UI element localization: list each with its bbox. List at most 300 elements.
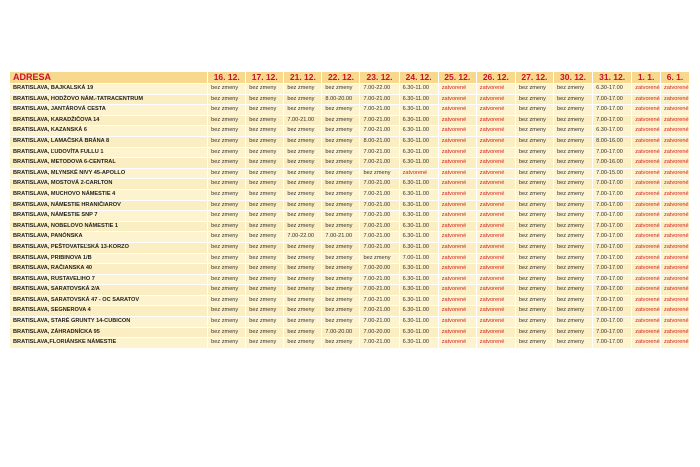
- hours-cell: bez zmeny: [284, 136, 322, 147]
- hours-cell: bez zmeny: [208, 168, 246, 179]
- hours-cell: bez zmeny: [208, 84, 246, 95]
- hours-cell: zatvorené: [661, 200, 690, 211]
- hours-cell: bez zmeny: [246, 285, 284, 296]
- hours-cell: zatvorené: [632, 126, 661, 137]
- date-column-header: 17. 12.: [246, 72, 284, 84]
- hours-cell: bez zmeny: [284, 147, 322, 158]
- hours-cell: zatvorené: [438, 264, 476, 275]
- hours-cell: bez zmeny: [515, 158, 553, 169]
- hours-cell: 7.00-17.00: [593, 285, 632, 296]
- address-cell: BRATISLAVA, MUCHOVO NÁMESTIE 4: [10, 189, 208, 200]
- address-cell: BRATISLAVA, SARATOVSKÁ 47 - OC SARATOV: [10, 295, 208, 306]
- hours-cell: zatvorené: [476, 105, 515, 116]
- address-cell: BRATISLAVA,FLORIÁNSKE NÁMESTIE: [10, 338, 208, 349]
- hours-cell: bez zmeny: [553, 306, 592, 317]
- hours-cell: 6.30-11.00: [399, 232, 438, 243]
- hours-cell: bez zmeny: [284, 168, 322, 179]
- hours-cell: bez zmeny: [515, 200, 553, 211]
- hours-cell: 6.30-11.00: [399, 158, 438, 169]
- hours-cell: zatvorené: [661, 189, 690, 200]
- hours-cell: bez zmeny: [246, 295, 284, 306]
- hours-cell: 6.30-17.00: [593, 126, 632, 137]
- hours-cell: bez zmeny: [284, 158, 322, 169]
- hours-cell: bez zmeny: [246, 253, 284, 264]
- hours-cell: 7.00-17.00: [593, 338, 632, 349]
- hours-cell: zatvorené: [476, 189, 515, 200]
- hours-cell: zatvorené: [476, 115, 515, 126]
- hours-cell: bez zmeny: [322, 84, 360, 95]
- hours-cell: zatvorené: [438, 200, 476, 211]
- hours-cell: zatvorené: [476, 242, 515, 253]
- hours-cell: 7.00-21.00: [360, 221, 399, 232]
- hours-cell: bez zmeny: [246, 274, 284, 285]
- hours-cell: bez zmeny: [322, 242, 360, 253]
- hours-cell: 7.00-17.00: [593, 200, 632, 211]
- hours-cell: bez zmeny: [553, 242, 592, 253]
- hours-cell: bez zmeny: [284, 242, 322, 253]
- hours-cell: bez zmeny: [246, 115, 284, 126]
- hours-cell: 7.00-17.00: [593, 94, 632, 105]
- hours-cell: 6.30-11.00: [399, 189, 438, 200]
- hours-cell: bez zmeny: [553, 126, 592, 137]
- hours-cell: 7.00-21.00: [360, 295, 399, 306]
- hours-cell: bez zmeny: [515, 295, 553, 306]
- hours-cell: bez zmeny: [553, 221, 592, 232]
- hours-cell: bez zmeny: [322, 115, 360, 126]
- address-cell: BRATISLAVA, SARATOVSKÁ 2/A: [10, 285, 208, 296]
- hours-cell: bez zmeny: [284, 94, 322, 105]
- hours-cell: bez zmeny: [208, 242, 246, 253]
- hours-cell: bez zmeny: [515, 338, 553, 349]
- hours-cell: 7.00-20.00: [360, 327, 399, 338]
- hours-cell: bez zmeny: [322, 221, 360, 232]
- hours-cell: bez zmeny: [208, 285, 246, 296]
- hours-cell: bez zmeny: [515, 274, 553, 285]
- hours-cell: 7.00-21.00: [360, 105, 399, 116]
- hours-cell: bez zmeny: [208, 232, 246, 243]
- hours-cell: 7.00-17.00: [593, 211, 632, 222]
- address-cell: BRATISLAVA, PEŠTOVATEĽSKÁ 13-KORZO: [10, 242, 208, 253]
- hours-cell: 7.00-21.00: [360, 317, 399, 328]
- hours-cell: zatvorené: [661, 211, 690, 222]
- hours-cell: bez zmeny: [515, 264, 553, 275]
- hours-cell: bez zmeny: [360, 253, 399, 264]
- hours-cell: 6.30-11.00: [399, 242, 438, 253]
- hours-cell: bez zmeny: [553, 179, 592, 190]
- address-cell: BRATISLAVA, JANTÁROVÁ CESTA: [10, 105, 208, 116]
- hours-cell: bez zmeny: [208, 327, 246, 338]
- address-cell: BRATISLAVA, NÁMESTIE SNP 7: [10, 211, 208, 222]
- table-row: [10, 338, 690, 349]
- hours-cell: bez zmeny: [322, 158, 360, 169]
- table-row: [10, 105, 690, 116]
- hours-cell: bez zmeny: [208, 253, 246, 264]
- address-cell: BRATISLAVA, SEGNEROVA 4: [10, 306, 208, 317]
- hours-cell: zatvorené: [476, 136, 515, 147]
- table-row: [10, 200, 690, 211]
- opening-hours-table: [10, 72, 690, 349]
- hours-cell: zatvorené: [661, 105, 690, 116]
- table-row: [10, 94, 690, 105]
- hours-cell: zatvorené: [476, 338, 515, 349]
- table-row: [10, 115, 690, 126]
- hours-cell: bez zmeny: [246, 105, 284, 116]
- hours-cell: zatvorené: [476, 327, 515, 338]
- hours-cell: bez zmeny: [515, 232, 553, 243]
- hours-cell: zatvorené: [632, 338, 661, 349]
- hours-cell: 7.00-17.00: [593, 295, 632, 306]
- address-cell: BRATISLAVA, PANÓNSKA: [10, 232, 208, 243]
- hours-cell: 7.00-21.00: [360, 232, 399, 243]
- hours-cell: bez zmeny: [515, 126, 553, 137]
- hours-cell: zatvorené: [438, 136, 476, 147]
- hours-cell: bez zmeny: [246, 200, 284, 211]
- hours-cell: zatvorené: [476, 179, 515, 190]
- hours-cell: bez zmeny: [553, 327, 592, 338]
- hours-cell: bez zmeny: [553, 147, 592, 158]
- hours-cell: bez zmeny: [208, 264, 246, 275]
- hours-cell: bez zmeny: [322, 126, 360, 137]
- hours-cell: bez zmeny: [284, 126, 322, 137]
- hours-cell: 6.30-17.00: [593, 84, 632, 95]
- table-row: [10, 274, 690, 285]
- address-cell: BRATISLAVA, STARÉ GRUNTY 14-CUBICON: [10, 317, 208, 328]
- hours-cell: zatvorené: [438, 94, 476, 105]
- hours-cell: zatvorené: [438, 105, 476, 116]
- hours-cell: 6.30-11.00: [399, 274, 438, 285]
- hours-cell: bez zmeny: [515, 306, 553, 317]
- hours-cell: zatvorené: [632, 115, 661, 126]
- hours-cell: bez zmeny: [553, 338, 592, 349]
- address-cell: BRATISLAVA, METODOVA 6-CENTRAL: [10, 158, 208, 169]
- hours-cell: zatvorené: [661, 136, 690, 147]
- date-column-header: 1. 1.: [632, 72, 661, 84]
- hours-cell: 7.00-17.00: [593, 242, 632, 253]
- hours-cell: zatvorené: [632, 264, 661, 275]
- table-row: [10, 232, 690, 243]
- hours-cell: bez zmeny: [322, 306, 360, 317]
- table-row: [10, 242, 690, 253]
- hours-cell: bez zmeny: [553, 94, 592, 105]
- table-header: [10, 72, 690, 84]
- hours-cell: zatvorené: [438, 338, 476, 349]
- date-column-header: 21. 12.: [284, 72, 322, 84]
- hours-cell: bez zmeny: [208, 158, 246, 169]
- hours-cell: bez zmeny: [322, 189, 360, 200]
- hours-cell: bez zmeny: [515, 84, 553, 95]
- date-column-header: 16. 12.: [208, 72, 246, 84]
- hours-cell: bez zmeny: [553, 168, 592, 179]
- address-cell: BRATISLAVA, BAJKALSKÁ 19: [10, 84, 208, 95]
- hours-cell: bez zmeny: [284, 285, 322, 296]
- hours-cell: zatvorené: [661, 317, 690, 328]
- table-row: [10, 179, 690, 190]
- hours-cell: 7.00-21.00: [360, 179, 399, 190]
- hours-cell: 6.30-11.00: [399, 327, 438, 338]
- hours-cell: 7.00-21.00: [360, 115, 399, 126]
- hours-cell: zatvorené: [476, 264, 515, 275]
- table-row: [10, 221, 690, 232]
- header-row: [10, 72, 690, 84]
- hours-cell: zatvorené: [438, 179, 476, 190]
- address-cell: BRATISLAVA, ZÁHRADNÍCKA 95: [10, 327, 208, 338]
- hours-cell: zatvorené: [661, 115, 690, 126]
- date-column-header: 25. 12.: [438, 72, 476, 84]
- hours-cell: zatvorené: [661, 338, 690, 349]
- hours-cell: bez zmeny: [246, 84, 284, 95]
- hours-cell: bez zmeny: [208, 306, 246, 317]
- hours-cell: zatvorené: [661, 126, 690, 137]
- hours-cell: bez zmeny: [322, 105, 360, 116]
- table-row: [10, 327, 690, 338]
- hours-cell: bez zmeny: [322, 253, 360, 264]
- hours-cell: 8.00-16.00: [593, 136, 632, 147]
- date-column-header: 22. 12.: [322, 72, 360, 84]
- hours-cell: bez zmeny: [322, 200, 360, 211]
- hours-cell: bez zmeny: [284, 338, 322, 349]
- date-column-header: 23. 12.: [360, 72, 399, 84]
- hours-cell: zatvorené: [661, 295, 690, 306]
- table-row: [10, 147, 690, 158]
- hours-cell: zatvorené: [661, 264, 690, 275]
- hours-cell: zatvorené: [476, 211, 515, 222]
- hours-cell: zatvorené: [438, 232, 476, 243]
- table-row: [10, 158, 690, 169]
- hours-cell: 7.00-21.00: [360, 200, 399, 211]
- hours-cell: bez zmeny: [208, 189, 246, 200]
- hours-cell: zatvorené: [661, 327, 690, 338]
- table-row: [10, 126, 690, 137]
- hours-cell: 7.00-21.00: [360, 338, 399, 349]
- hours-cell: 7.00-21.00: [360, 285, 399, 296]
- hours-cell: 7.00-17.00: [593, 253, 632, 264]
- hours-cell: 7.00-21.00: [360, 126, 399, 137]
- hours-cell: zatvorené: [661, 232, 690, 243]
- hours-cell: bez zmeny: [284, 105, 322, 116]
- hours-cell: zatvorené: [399, 168, 438, 179]
- hours-cell: 7.00-21.00: [360, 211, 399, 222]
- table-body: [10, 84, 690, 349]
- table-row: [10, 211, 690, 222]
- hours-cell: bez zmeny: [553, 158, 592, 169]
- hours-cell: zatvorené: [438, 84, 476, 95]
- hours-cell: zatvorené: [632, 327, 661, 338]
- table-row: [10, 306, 690, 317]
- hours-cell: zatvorené: [632, 232, 661, 243]
- hours-cell: 7.00-17.00: [593, 221, 632, 232]
- hours-cell: bez zmeny: [322, 211, 360, 222]
- hours-cell: 6.30-11.00: [399, 295, 438, 306]
- hours-cell: bez zmeny: [515, 327, 553, 338]
- hours-cell: zatvorené: [632, 168, 661, 179]
- hours-cell: zatvorené: [632, 295, 661, 306]
- hours-cell: 7.00-17.00: [593, 306, 632, 317]
- hours-cell: bez zmeny: [553, 317, 592, 328]
- table-row: [10, 295, 690, 306]
- hours-cell: zatvorené: [632, 94, 661, 105]
- hours-cell: zatvorené: [632, 158, 661, 169]
- hours-cell: zatvorené: [661, 285, 690, 296]
- hours-cell: bez zmeny: [515, 285, 553, 296]
- hours-cell: zatvorené: [661, 179, 690, 190]
- hours-cell: 7.00-17.00: [593, 105, 632, 116]
- hours-cell: bez zmeny: [246, 158, 284, 169]
- hours-cell: bez zmeny: [208, 274, 246, 285]
- hours-cell: 8.00-21.00: [360, 136, 399, 147]
- hours-cell: zatvorené: [476, 285, 515, 296]
- hours-cell: bez zmeny: [284, 274, 322, 285]
- hours-cell: zatvorené: [476, 232, 515, 243]
- date-column-header: 6. 1.: [661, 72, 690, 84]
- hours-cell: bez zmeny: [515, 147, 553, 158]
- hours-cell: 7.00-16.00: [593, 158, 632, 169]
- hours-cell: bez zmeny: [246, 232, 284, 243]
- hours-cell: bez zmeny: [246, 189, 284, 200]
- hours-cell: 7.00-21.00: [322, 232, 360, 243]
- hours-cell: zatvorené: [438, 317, 476, 328]
- hours-cell: bez zmeny: [284, 179, 322, 190]
- hours-cell: bez zmeny: [208, 147, 246, 158]
- address-cell: BRATISLAVA, NÁMESTIE HRANIČIAROV: [10, 200, 208, 211]
- hours-cell: bez zmeny: [246, 136, 284, 147]
- hours-cell: bez zmeny: [515, 136, 553, 147]
- hours-cell: bez zmeny: [246, 94, 284, 105]
- address-cell: BRATISLAVA, MOSTOVÁ 2-CARLTON: [10, 179, 208, 190]
- hours-cell: 7.00-21.00: [360, 158, 399, 169]
- hours-cell: bez zmeny: [515, 115, 553, 126]
- hours-cell: zatvorené: [661, 147, 690, 158]
- hours-cell: 7.00-17.00: [593, 327, 632, 338]
- hours-cell: bez zmeny: [208, 221, 246, 232]
- hours-cell: zatvorené: [476, 94, 515, 105]
- hours-cell: zatvorené: [632, 285, 661, 296]
- hours-cell: bez zmeny: [322, 274, 360, 285]
- hours-cell: bez zmeny: [553, 264, 592, 275]
- hours-cell: 7.00-21.00: [284, 115, 322, 126]
- hours-cell: bez zmeny: [553, 200, 592, 211]
- hours-cell: zatvorené: [632, 306, 661, 317]
- hours-cell: zatvorené: [476, 274, 515, 285]
- hours-cell: bez zmeny: [515, 211, 553, 222]
- hours-cell: 7.00-17.00: [593, 115, 632, 126]
- hours-cell: bez zmeny: [246, 126, 284, 137]
- address-column-header: ADRESA: [10, 72, 208, 84]
- hours-cell: zatvorené: [632, 253, 661, 264]
- hours-cell: 7.00-11.00: [399, 253, 438, 264]
- hours-cell: bez zmeny: [322, 179, 360, 190]
- hours-cell: bez zmeny: [553, 105, 592, 116]
- hours-cell: zatvorené: [661, 221, 690, 232]
- hours-cell: bez zmeny: [553, 136, 592, 147]
- hours-cell: bez zmeny: [284, 211, 322, 222]
- table-row: [10, 84, 690, 95]
- hours-cell: bez zmeny: [208, 200, 246, 211]
- hours-cell: bez zmeny: [208, 295, 246, 306]
- date-column-header: 31. 12.: [593, 72, 632, 84]
- hours-cell: zatvorené: [438, 126, 476, 137]
- hours-cell: 6.30-11.00: [399, 105, 438, 116]
- hours-cell: 7.00-22.00: [360, 84, 399, 95]
- hours-cell: zatvorené: [438, 158, 476, 169]
- hours-cell: bez zmeny: [553, 295, 592, 306]
- hours-cell: zatvorené: [438, 274, 476, 285]
- hours-cell: zatvorené: [438, 211, 476, 222]
- hours-cell: bez zmeny: [553, 211, 592, 222]
- hours-cell: bez zmeny: [515, 189, 553, 200]
- hours-cell: 7.00-20.00: [360, 264, 399, 275]
- hours-cell: bez zmeny: [322, 338, 360, 349]
- hours-cell: 7.00-15.00: [593, 168, 632, 179]
- hours-cell: 6.30-11.00: [399, 126, 438, 137]
- hours-cell: zatvorené: [476, 147, 515, 158]
- hours-cell: 7.00-17.00: [593, 232, 632, 243]
- hours-cell: zatvorené: [632, 200, 661, 211]
- hours-cell: bez zmeny: [322, 317, 360, 328]
- hours-cell: zatvorené: [476, 126, 515, 137]
- hours-cell: bez zmeny: [208, 105, 246, 116]
- hours-cell: bez zmeny: [246, 327, 284, 338]
- hours-cell: zatvorené: [632, 84, 661, 95]
- hours-cell: bez zmeny: [553, 115, 592, 126]
- table-row: [10, 189, 690, 200]
- hours-cell: bez zmeny: [284, 221, 322, 232]
- hours-cell: 7.00-17.00: [593, 179, 632, 190]
- hours-cell: 6.30-11.00: [399, 338, 438, 349]
- hours-cell: bez zmeny: [515, 253, 553, 264]
- hours-cell: zatvorené: [476, 317, 515, 328]
- hours-cell: bez zmeny: [246, 179, 284, 190]
- hours-cell: zatvorené: [438, 285, 476, 296]
- hours-cell: zatvorené: [438, 115, 476, 126]
- hours-cell: bez zmeny: [284, 306, 322, 317]
- hours-cell: 6.30-11.00: [399, 115, 438, 126]
- hours-cell: zatvorené: [438, 327, 476, 338]
- hours-cell: zatvorené: [632, 136, 661, 147]
- hours-cell: zatvorené: [438, 189, 476, 200]
- table-row: [10, 285, 690, 296]
- hours-cell: zatvorené: [661, 168, 690, 179]
- address-cell: BRATISLAVA, RAČIANSKA 40: [10, 264, 208, 275]
- hours-cell: 6.30-11.00: [399, 317, 438, 328]
- hours-cell: bez zmeny: [284, 295, 322, 306]
- address-cell: BRATISLAVA, PRIBINOVA 1/B: [10, 253, 208, 264]
- hours-cell: zatvorené: [476, 84, 515, 95]
- hours-cell: bez zmeny: [284, 84, 322, 95]
- hours-cell: bez zmeny: [322, 147, 360, 158]
- hours-cell: 6.30-11.00: [399, 221, 438, 232]
- hours-cell: bez zmeny: [246, 211, 284, 222]
- hours-cell: bez zmeny: [284, 253, 322, 264]
- address-cell: BRATISLAVA, HODŽOVO NÁM.-TATRACENTRUM: [10, 94, 208, 105]
- hours-cell: 6.30-11.00: [399, 200, 438, 211]
- hours-cell: bez zmeny: [284, 317, 322, 328]
- hours-cell: zatvorené: [632, 317, 661, 328]
- hours-cell: bez zmeny: [246, 221, 284, 232]
- hours-cell: bez zmeny: [515, 221, 553, 232]
- hours-cell: 7.00-20.00: [322, 327, 360, 338]
- hours-cell: bez zmeny: [208, 94, 246, 105]
- date-column-header: 24. 12.: [399, 72, 438, 84]
- hours-cell: zatvorené: [661, 94, 690, 105]
- hours-cell: bez zmeny: [553, 285, 592, 296]
- hours-cell: zatvorené: [476, 295, 515, 306]
- hours-cell: zatvorené: [632, 105, 661, 116]
- hours-cell: 7.00-21.00: [360, 306, 399, 317]
- hours-cell: bez zmeny: [246, 306, 284, 317]
- hours-cell: zatvorené: [661, 242, 690, 253]
- table-row: [10, 136, 690, 147]
- hours-cell: bez zmeny: [553, 274, 592, 285]
